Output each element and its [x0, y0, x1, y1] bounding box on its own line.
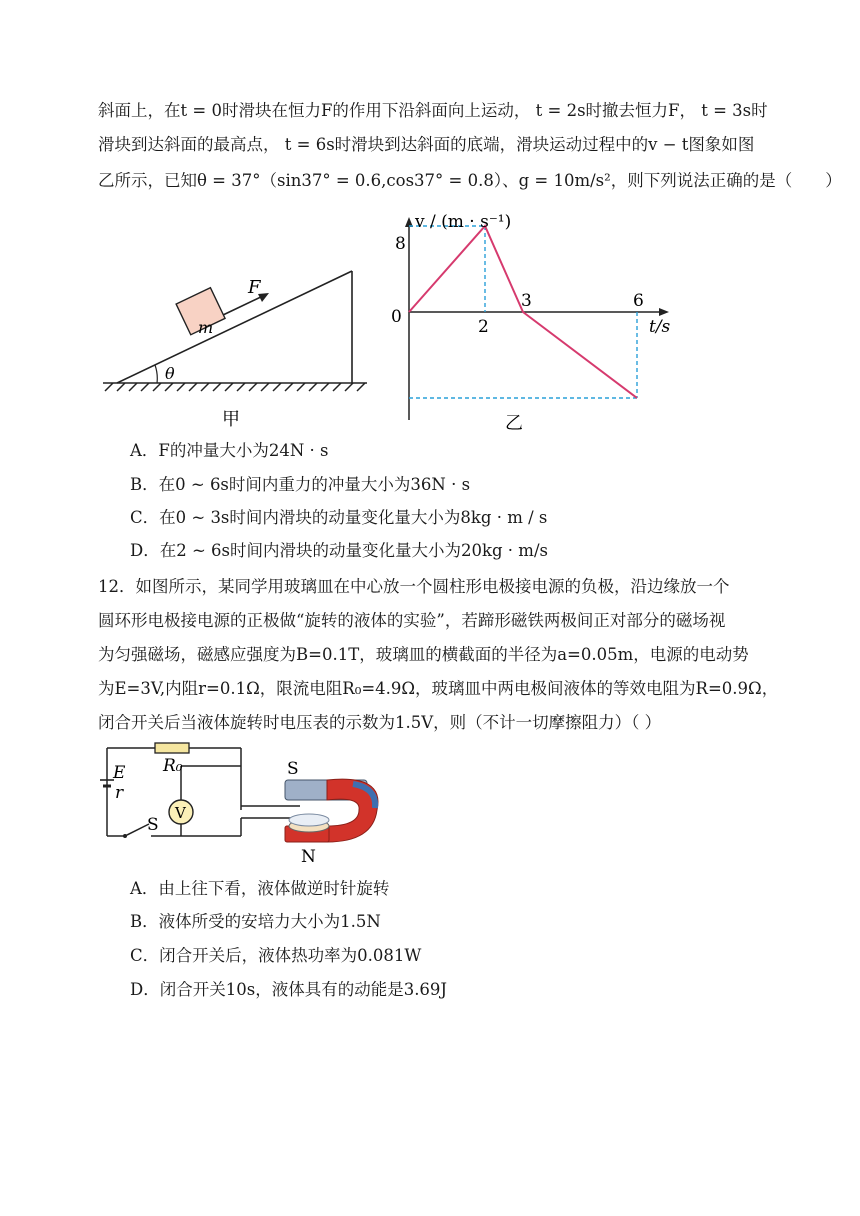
x-tick-3: 3: [521, 291, 532, 311]
incline-wedge: [117, 271, 352, 383]
q12-option-a: A．由上往下看，液体做逆时针旋转: [130, 879, 390, 898]
angle-label: θ: [165, 364, 175, 383]
x-axis-arrow: [659, 308, 669, 316]
magnet-n-label: N: [301, 847, 316, 867]
q11-option-a: A．F的冲量大小为24N · s: [130, 441, 329, 460]
q12-option-d: D．闭合开关10s，液体具有的动能是3.69J: [130, 980, 448, 999]
resistor-r0: [155, 743, 189, 753]
x-tick-6: 6: [633, 291, 644, 311]
q12-option-b: B．液体所受的安培力大小为1.5N: [130, 912, 381, 931]
figure-circuit: [95, 738, 395, 868]
resistor-label: R₀: [163, 756, 183, 776]
switch-pivot: [123, 834, 127, 838]
force-label: F: [248, 277, 261, 298]
q11-stem-line-2: 滑块到达斜面的最高点， t = 6s时滑块到达斜面的底端，滑块运动过程中的v − t图象如图: [98, 135, 755, 154]
emf-label: E: [113, 763, 126, 783]
q12-stem-line-1: 12．如图所示，某同学用玻璃皿在中心放一个圆柱形电极接电源的负极，沿边缘放一个: [98, 577, 730, 596]
q12-stem-line-4: 为E=3V,内阻r=0.1Ω，限流电阻R₀=4.9Ω，玻璃皿中两电极间液体的等效电阻为R=0.9Ω，: [98, 679, 779, 698]
voltmeter-label: V: [175, 804, 186, 822]
horseshoe-magnet: [285, 779, 378, 842]
y-tick-8: 8: [395, 234, 406, 254]
q11-option-d: D．在2 ~ 6s时间内滑块的动量变化量大小为20kg · m/s: [130, 541, 548, 560]
q11-option-b: B．在0 ~ 6s时间内重力的冲量大小为36N · s: [130, 475, 471, 494]
q12-stem-line-3: 为匀强磁场，磁感应强度为B=0.1T，玻璃皿的横截面的半径为a=0.05m，电源的电动势: [98, 645, 749, 664]
figure-caption-jia: 甲: [222, 409, 240, 430]
q12-stem-line-2: 圆环形电极接电源的正极做“旋转的液体的实验”，若蹄形磁铁两极间正对部分的磁场视: [98, 611, 726, 630]
y-axis-label: v / (m · s⁻¹): [415, 212, 512, 232]
x-axis-label: t/s: [649, 317, 671, 337]
figure-caption-yi: 乙: [505, 413, 523, 434]
circuit-wires: [107, 748, 300, 836]
force-arrow: [223, 293, 269, 315]
internal-resistance-label: r: [115, 783, 124, 803]
q12-option-c: C．闭合开关后，液体热功率为0.081W: [130, 946, 422, 965]
q11-stem-line-1: 斜面上，在t = 0时滑块在恒力F的作用下沿斜面向上运动， t = 2s时撤去恒力F， t = 3s时: [98, 101, 768, 120]
x-tick-2: 2: [478, 317, 489, 337]
magnet-s-label: S: [287, 759, 299, 779]
q11-option-c: C．在0 ~ 3s时间内滑块的动量变化量大小为8kg · m / s: [130, 508, 548, 527]
ground-hatching: [103, 383, 367, 391]
mass-label: m: [198, 318, 214, 337]
angle-arc: [155, 365, 157, 383]
figure-incline: [95, 255, 385, 430]
vt-graph: [385, 205, 680, 435]
q11-stem-line-3: 乙所示，已知θ = 37°（sin37° = 0.6,cos37° = 0.8）、g = 10m/s²，则下列说法正确的是（ ）: [98, 171, 842, 190]
switch-label: S: [147, 815, 159, 835]
switch-lever: [125, 824, 149, 836]
origin-label: 0: [391, 307, 402, 327]
q12-stem-line-5: 闭合开关后当液体旋转时电压表的示数为1.5V，则（不计一切摩擦阻力）（ ）: [98, 713, 662, 732]
